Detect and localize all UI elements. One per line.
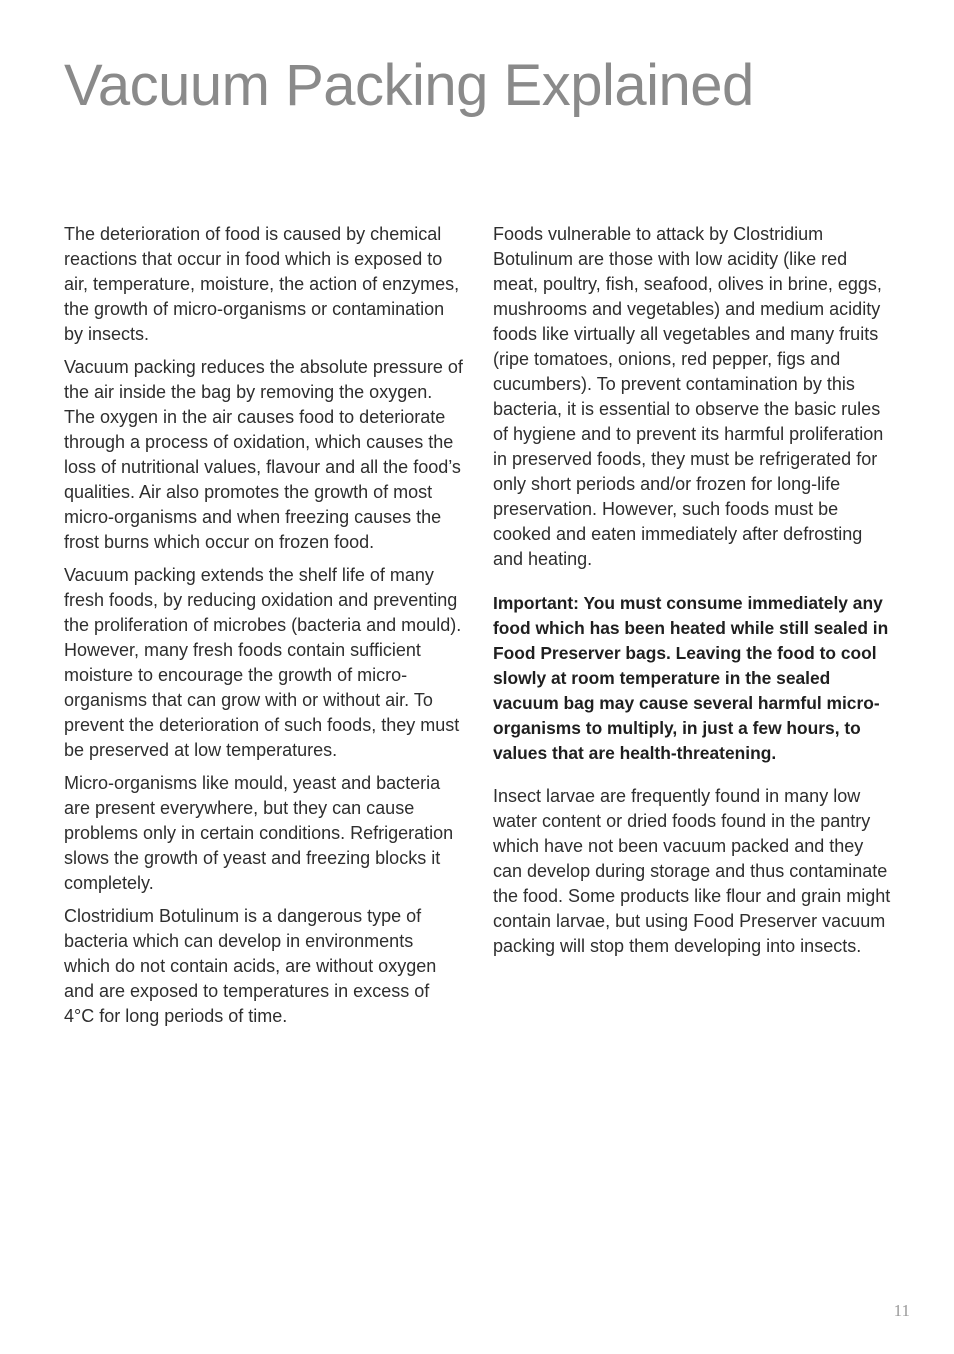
paragraph-vacuum-pressure: Vacuum packing reduces the absolute pressure of the air inside the bag by removing the oxygen. The oxygen in the air causes food to deteriorate through a process of oxidation, which causes the loss of nutritional values, flavour and all the food’s qualities. Air also promotes the growth of most micro-organisms and when freezing causes the frost burns which occur on frozen food. [64,357,463,552]
paragraph-vulnerable-foods: Foods vulnerable to attack by Clostridium Botulinum are those with low acidity (like red meat, poultry, fish, seafood, olives in brine, eggs, mushrooms and vegetables) and medium acidity foods like virtually all vegetables and many fruits (ripe tomatoes, onions, red pepper, figs and cucumbers). To prevent contamination by this bacteria, it is essential to observe the basic rules of hygiene and to prevent its harmful proliferation in preserved foods, they must be refrigerated for only short periods and/or frozen for long-life preservation. However, such foods must be cooked and eaten immediately after defrosting and heating. [493,224,884,569]
right-column [493,222,891,967]
left-column [64,222,464,1037]
page-number: 11 [893,1301,910,1320]
paragraph-clostridium: Clostridium Botulinum is a dangerous type of bacteria which can develop in environments which do not contain acids, are without oxygen and are exposed to temperatures in excess of 4°C for long periods of time. [64,906,437,1026]
page-title: Vacuum Packing Explained [64,53,754,118]
paragraph-micro-organisms: Micro-organisms like mould, yeast and bacteria are present everywhere, but they can cause problems only in certain conditions. Refrigeration slows the growth of yeast and freezing blocks it completely. [64,773,454,893]
important-warning: Important: You must consume immediately any food which has been heated while still sealed in Food Preserver bags. Leaving the food to cool slowly at room temperature in the sealed vacuum bag may cause several harmful micro-organisms to multiply, in just a few hours, to values that are health-threatening. [493,593,889,763]
paragraph-food-deterioration: The deterioration of food is caused by chemical reactions that occur in food which is exposed to air, temperature, moisture, the action of enzymes, the growth of micro-organisms or contamination by insects. [64,224,460,344]
paragraph-insect-larvae: Insect larvae are frequently found in many low water content or dried foods found in the pantry which have not been vacuum packed and they can develop during storage and thus contaminate the food. Some products like flour and grain might contain larvae, but using Food Preserver vacuum packing will stop them developing into insects. [493,786,891,956]
paragraph-shelf-life: Vacuum packing extends the shelf life of many fresh foods, by reducing oxidation and preventing the proliferation of microbes (bacteria and mould). However, many fresh foods contain sufficient moisture to encourage the growth of micro-organisms that can grow with or without air. To prevent the deterioration of such foods, they must be preserved at low temperatures. [64,565,462,760]
